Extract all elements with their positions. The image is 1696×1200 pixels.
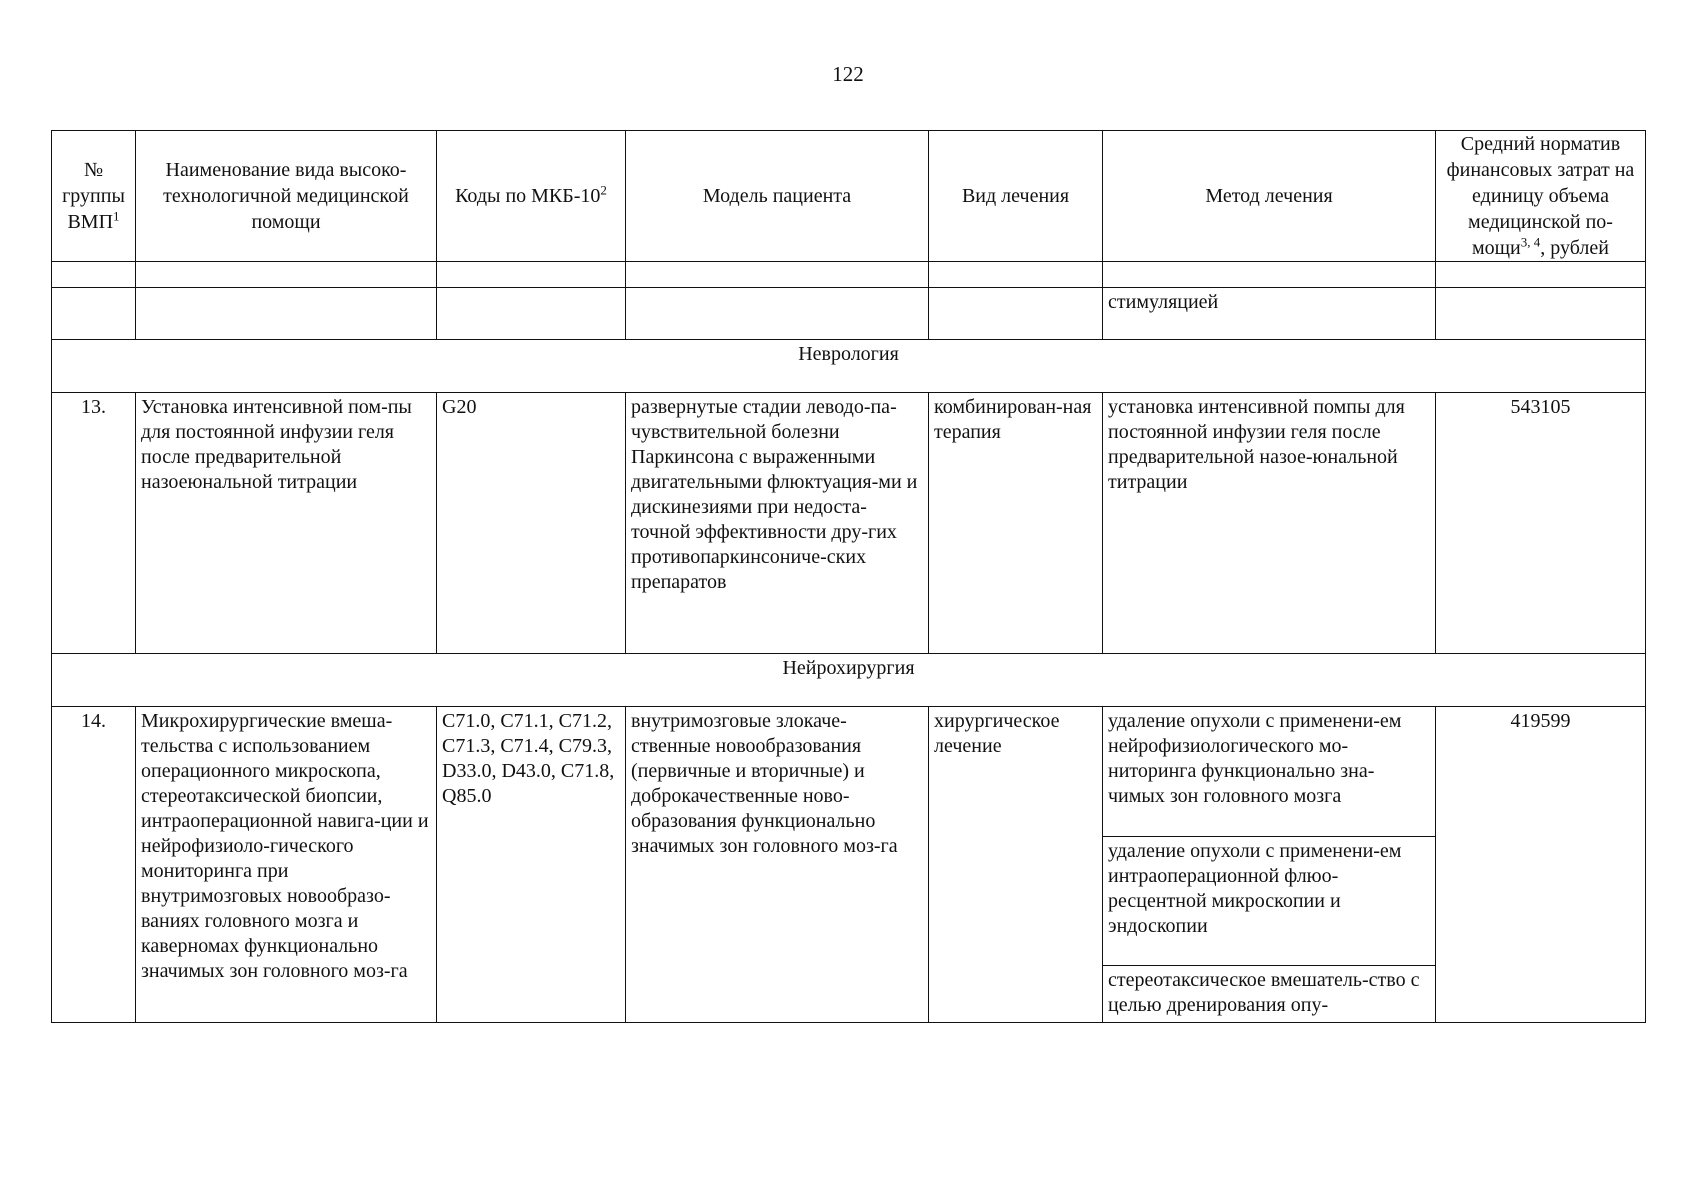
row-norm: 543105 xyxy=(1436,393,1646,654)
row-treatment-method: установка интенсивной помпы для постоянной инфузии геля после предварительной назое-юнальной титрации xyxy=(1103,393,1436,654)
continuation-row xyxy=(52,288,1646,340)
section-header-neurosurgery xyxy=(52,654,1646,707)
section-header-neurology xyxy=(52,340,1646,393)
header-group-no: № группы ВМП$^1$ xyxy=(52,131,136,262)
row-number: 13. xyxy=(52,393,136,654)
method-item: удаление опухоли с применени-ем нейрофизиологического мо-ниторинга функционально зна-чимых зон головного мозга xyxy=(1103,707,1435,837)
row-treatment-type: хирургическое лечение xyxy=(929,707,1103,1023)
header-patient-model: Модель пациента xyxy=(626,131,929,262)
section-title: Нейрохирургия xyxy=(52,654,1646,707)
empty-row xyxy=(52,262,1646,288)
vmp-table xyxy=(51,130,1646,1023)
row-treatment-methods xyxy=(1103,707,1436,1023)
row-norm: 419599 xyxy=(1436,707,1646,1023)
header-treatment-method: Метод лечения xyxy=(1103,131,1436,262)
row-patient-model: внутримозговые злокаче-ственные новообразования (первичные и вторичные) и доброкачественные ново-образования функционально значимых зон головного моз-га xyxy=(626,707,929,1023)
table-row xyxy=(52,707,1646,1023)
header-treatment-type: Вид лечения xyxy=(929,131,1103,262)
row-name: Микрохирургические вмеша-тельства с использованием операционного микроскопа, стереотаксической биопсии, интраоперационной навига-ции и нейрофизиоло-гического мониторинга при внутримозговых новообразо-ваниях головного мозга и каверномах функционально значимых зон головного моз-га xyxy=(136,707,437,1023)
continuation-method: стимуляцией xyxy=(1103,288,1436,340)
row-name: Установка интенсивной пом-пы для постоянной инфузии геля после предварительной назоеюнальной титрации xyxy=(136,393,437,654)
row-patient-model: развернутые стадии леводо-па-чувствительной болезни Паркинсона с выраженными двигательными флюктуация-ми и дискинезиями при недоста-точной эффективности дру-гих противопаркинсониче-ских препаратов xyxy=(626,393,929,654)
row-number: 14. xyxy=(52,707,136,1023)
row-codes: C71.0, C71.1, C71.2, C71.3, C71.4, C79.3, D33.0, D43.0, C71.8, Q85.0 xyxy=(437,707,626,1023)
section-title: Неврология xyxy=(52,340,1646,393)
page-number: 122 xyxy=(832,62,864,86)
method-item: удаление опухоли с применени-ем интраоперационной флюо-ресцентной микроскопии и эндоскопии xyxy=(1103,837,1435,966)
header-name: Наименование вида высоко-технологичной медицинской помощи xyxy=(136,131,437,262)
header-avg-norm: Средний норматив финансовых затрат на единицу объема медицинской по-мощи$^{3, 4}$, рублей xyxy=(1436,131,1646,262)
row-codes: G20 xyxy=(437,393,626,654)
header-icd-codes: Коды по МКБ-$10^2$ xyxy=(437,131,626,262)
method-item: стереотаксическое вмешатель-ство с целью дренирования опу- xyxy=(1108,969,1420,1016)
header-row xyxy=(52,131,1646,262)
table-row xyxy=(52,393,1646,654)
row-treatment-type: комбинирован-ная терапия xyxy=(929,393,1103,654)
